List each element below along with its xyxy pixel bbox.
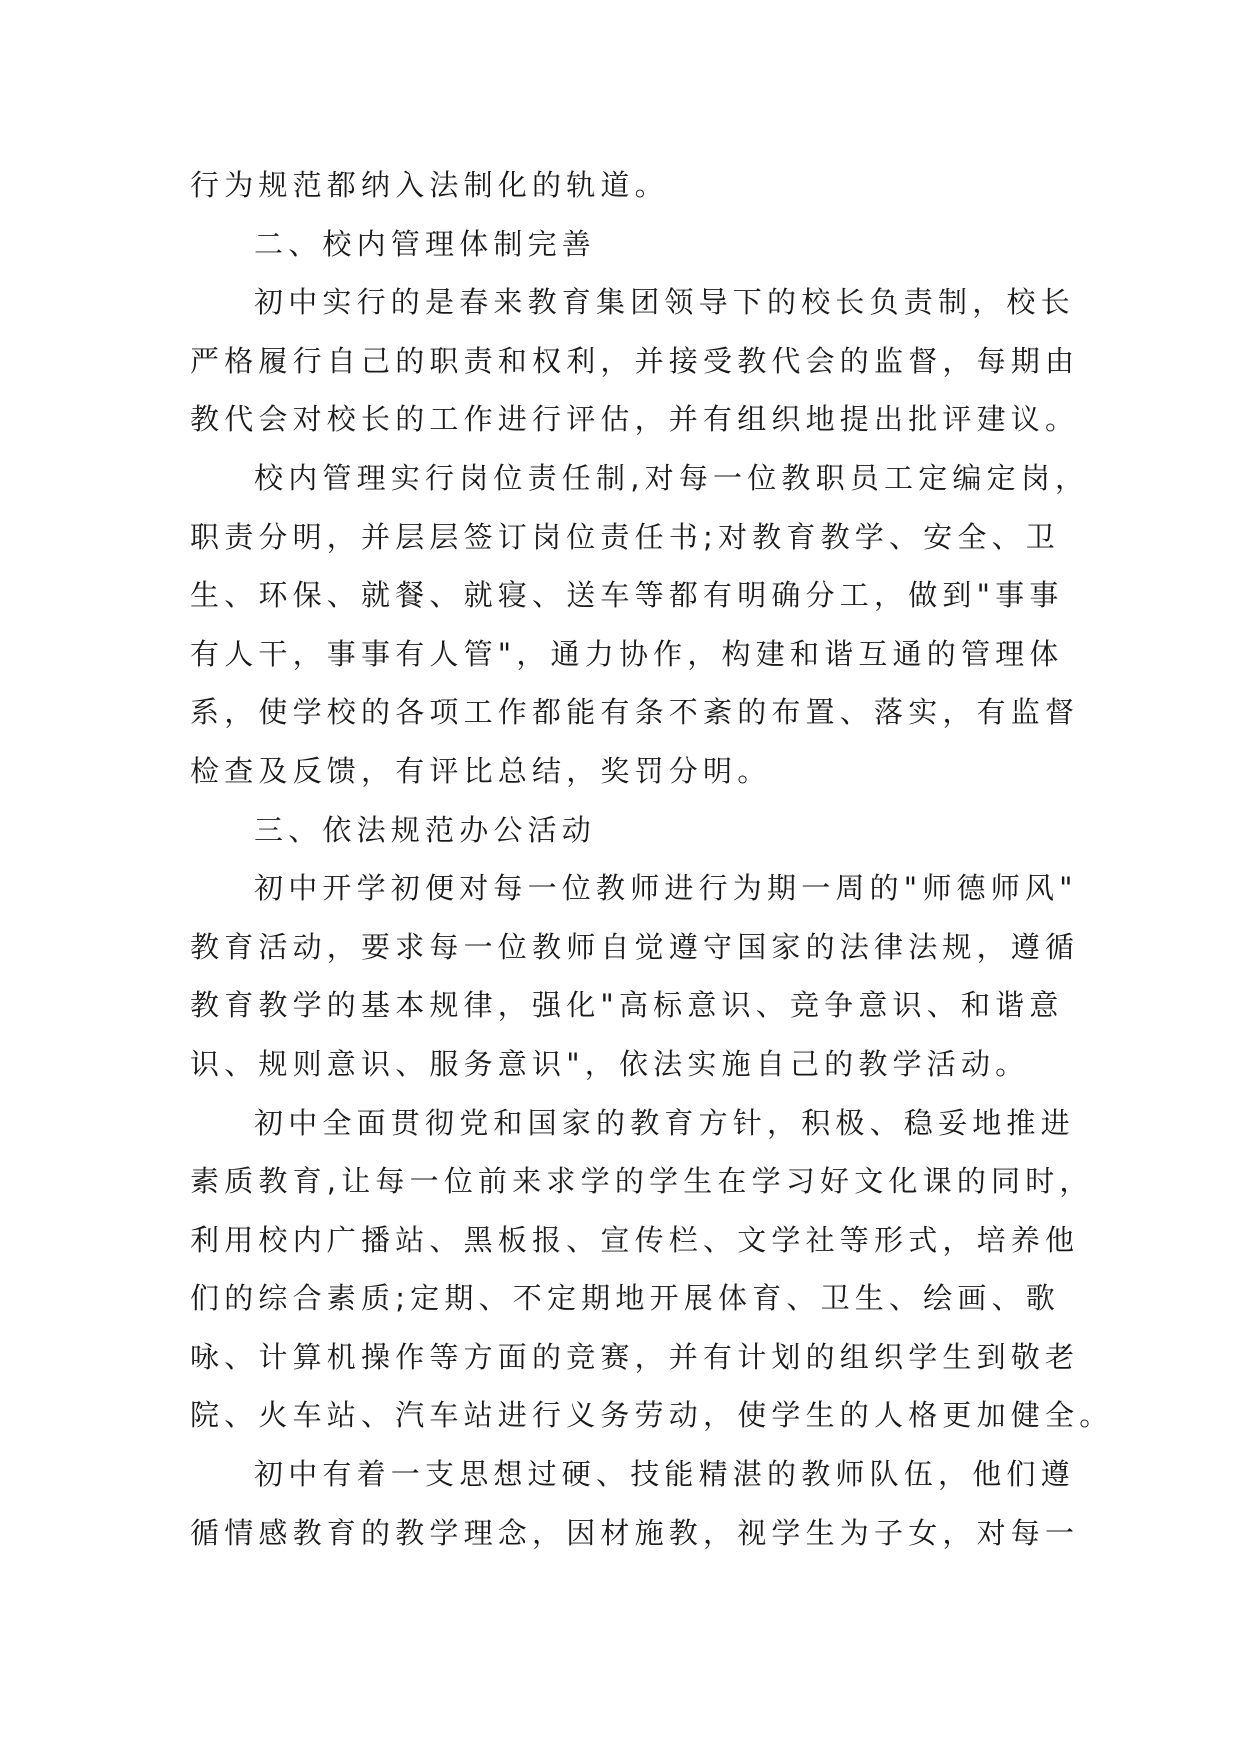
text-line: 行为规范都纳入法制化的轨道。 — [190, 168, 669, 202]
text-line: 初中有着一支思想过硬、技能精湛的教师队伍，他们遵 — [254, 1457, 1075, 1492]
text-line: 循情感教育的教学理念，因材施教，视学生为子女，对每一 — [190, 1515, 1080, 1550]
text-line: 严格履行自己的职责和权利，并接受教代会的监督，每期由 — [190, 343, 1080, 378]
text-line: 初中开学初便对每一位教师进行为期一周的"师德师风" — [254, 871, 1078, 906]
text-line: 职责分明，并层层签订岗位责任书;对教育教学、安全、卫 — [190, 519, 1060, 554]
text-line: 教育活动，要求每一位教师自觉遵守国家的法律法规，遵循 — [190, 929, 1080, 964]
text-line: 识、规则意识、服务意识"，依法实施自己的教学活动。 — [190, 1046, 1030, 1081]
text-line: 初中全面贯彻党和国家的教育方针，积极、稳妥地推进 — [254, 1105, 1075, 1140]
text-line: 院、火车站、汽车站进行义务劳动，使学生的人格更加健全。 — [190, 1398, 1114, 1433]
text-line: 系，使学校的各项工作都能有条不紊的布置、落实，有监督 — [190, 695, 1080, 730]
text-line: 生、环保、就餐、就寝、送车等都有明确分工，做到"事事 — [190, 578, 1064, 613]
text-line: 教代会对校长的工作进行评估，并有组织地提出批评建议。 — [190, 402, 1080, 437]
text-line: 们的综合素质;定期、不定期地开展体育、卫生、绘画、歌 — [190, 1281, 1060, 1316]
text-line: 咏、计算机操作等方面的竞赛，并有计划的组织学生到敬老 — [190, 1339, 1080, 1374]
text-line: 初中实行的是春来教育集团领导下的校长负责制，校长 — [254, 285, 1075, 320]
text-line: 二、校内管理体制完善 — [254, 226, 597, 261]
text-line: 检查及反馈，有评比总结，奖罚分明。 — [190, 753, 772, 788]
text-line: 教育教学的基本规律，强化"高标意识、竞争意识、和谐意 — [190, 988, 1064, 1023]
text-line: 三、依法规范办公活动 — [254, 812, 597, 847]
document-body — [190, 156, 1114, 1562]
text-line: 素质教育,让每一位前来求学的学生在学习好文化课的同时， — [190, 1164, 1094, 1199]
text-line: 利用校内广播站、黑板报、宣传栏、文学社等形式，培养他 — [190, 1222, 1080, 1257]
text-line: 有人干，事事有人管"，通力协作，构建和谐互通的管理体 — [190, 636, 1064, 671]
text-line: 校内管理实行岗位责任制,对每一位教职员工定编定岗， — [254, 460, 1090, 495]
